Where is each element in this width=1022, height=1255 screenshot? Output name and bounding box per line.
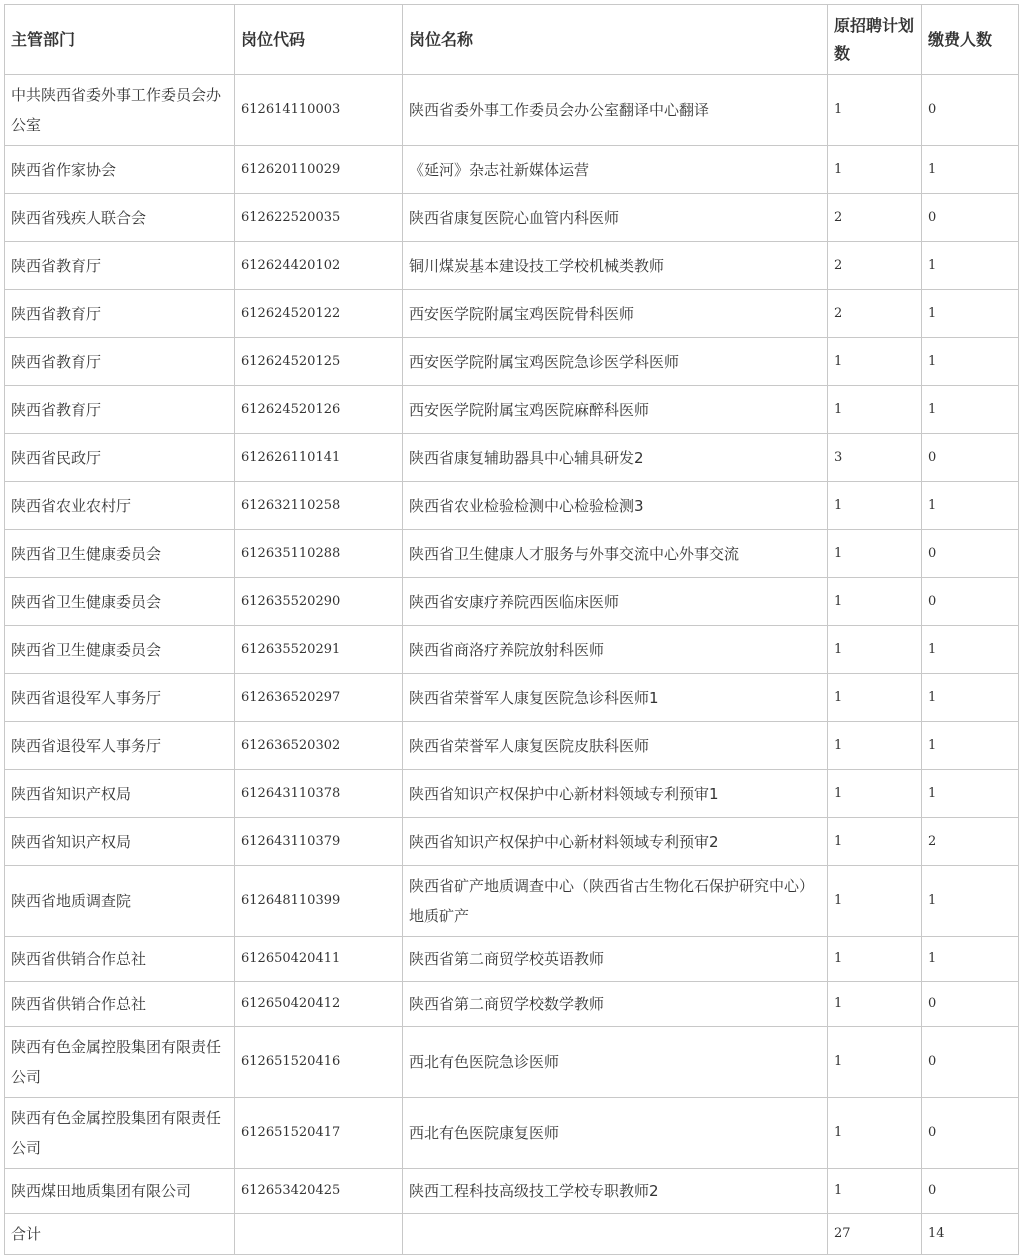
cell-paid-count: 1 [922, 146, 1019, 194]
cell-position-name: 陕西省安康疗养院西医临床医师 [403, 578, 828, 626]
cell-position-name: 陕西省卫生健康人才服务与外事交流中心外事交流 [403, 530, 828, 578]
cell-paid-count: 1 [922, 482, 1019, 530]
cell-paid-count: 0 [922, 1027, 1019, 1098]
table-row [5, 194, 1019, 242]
cell-paid-count: 1 [922, 290, 1019, 338]
cell-planned-count: 1 [828, 866, 922, 937]
table-row [5, 722, 1019, 770]
cell-department: 陕西省作家协会 [5, 146, 235, 194]
cell-paid-count: 0 [922, 530, 1019, 578]
cell-planned-count: 1 [828, 982, 922, 1027]
cell-paid-count: 0 [922, 194, 1019, 242]
cell-department: 陕西省教育厅 [5, 242, 235, 290]
cell-planned-count: 1 [828, 770, 922, 818]
cell-department: 陕西有色金属控股集团有限责任公司 [5, 1098, 235, 1169]
header-paid-count: 缴费人数 [922, 5, 1019, 75]
cell-paid-count: 1 [922, 386, 1019, 434]
table-row [5, 937, 1019, 982]
cell-position-name: 陕西工程科技高级技工学校专职教师2 [403, 1169, 828, 1214]
cell-department: 陕西省知识产权局 [5, 818, 235, 866]
cell-paid-count: 0 [922, 434, 1019, 482]
cell-planned-count: 1 [828, 530, 922, 578]
cell-position-name: 西安医学院附属宝鸡医院急诊医学科医师 [403, 338, 828, 386]
table-row [5, 626, 1019, 674]
cell-planned-count: 1 [828, 578, 922, 626]
table-row [5, 866, 1019, 937]
cell-paid-count: 1 [922, 626, 1019, 674]
table-row [5, 75, 1019, 146]
total-planned-count: 27 [828, 1214, 922, 1255]
total-name-cell [403, 1214, 828, 1255]
table-row [5, 770, 1019, 818]
table-row [5, 818, 1019, 866]
cell-paid-count: 2 [922, 818, 1019, 866]
cell-planned-count: 1 [828, 146, 922, 194]
cell-planned-count: 2 [828, 290, 922, 338]
cell-position-code: 612622520035 [235, 194, 403, 242]
table-row [5, 242, 1019, 290]
cell-paid-count: 0 [922, 578, 1019, 626]
cell-planned-count: 1 [828, 386, 922, 434]
cell-paid-count: 1 [922, 242, 1019, 290]
cell-planned-count: 3 [828, 434, 922, 482]
cell-position-code: 612620110029 [235, 146, 403, 194]
cell-planned-count: 1 [828, 1098, 922, 1169]
cell-position-name: 铜川煤炭基本建设技工学校机械类教师 [403, 242, 828, 290]
cell-position-code: 612643110379 [235, 818, 403, 866]
cell-position-code: 612636520302 [235, 722, 403, 770]
cell-position-code: 612635110288 [235, 530, 403, 578]
cell-department: 陕西煤田地质集团有限公司 [5, 1169, 235, 1214]
cell-position-code: 612651520416 [235, 1027, 403, 1098]
cell-position-name: 陕西省农业检验检测中心检验检测3 [403, 482, 828, 530]
table-row [5, 338, 1019, 386]
table-header-row [5, 5, 1019, 75]
cell-department: 陕西省退役军人事务厅 [5, 674, 235, 722]
cell-paid-count: 1 [922, 338, 1019, 386]
cell-paid-count: 1 [922, 770, 1019, 818]
cell-department: 陕西省残疾人联合会 [5, 194, 235, 242]
cell-position-code: 612635520290 [235, 578, 403, 626]
cell-department: 陕西省知识产权局 [5, 770, 235, 818]
cell-position-name: 陕西省康复医院心血管内科医师 [403, 194, 828, 242]
cell-position-code: 612651520417 [235, 1098, 403, 1169]
total-paid-count: 14 [922, 1214, 1019, 1255]
cell-position-name: 陕西省荣誉军人康复医院皮肤科医师 [403, 722, 828, 770]
cell-position-code: 612648110399 [235, 866, 403, 937]
cell-paid-count: 1 [922, 722, 1019, 770]
table-row [5, 674, 1019, 722]
cell-position-name: 西安医学院附属宝鸡医院骨科医师 [403, 290, 828, 338]
cell-planned-count: 1 [828, 1027, 922, 1098]
cell-position-name: 西安医学院附属宝鸡医院麻醉科医师 [403, 386, 828, 434]
cell-position-name: 陕西省知识产权保护中心新材料领域专利预审2 [403, 818, 828, 866]
table-row [5, 386, 1019, 434]
cell-position-code: 612650420412 [235, 982, 403, 1027]
table-row [5, 290, 1019, 338]
cell-planned-count: 1 [828, 1169, 922, 1214]
cell-position-code: 612614110003 [235, 75, 403, 146]
cell-planned-count: 1 [828, 626, 922, 674]
cell-position-code: 612636520297 [235, 674, 403, 722]
cell-planned-count: 1 [828, 818, 922, 866]
cell-department: 陕西省卫生健康委员会 [5, 626, 235, 674]
table-row [5, 982, 1019, 1027]
cell-position-name: 陕西省荣誉军人康复医院急诊科医师1 [403, 674, 828, 722]
table-row [5, 1098, 1019, 1169]
cell-position-code: 612653420425 [235, 1169, 403, 1214]
table-row [5, 146, 1019, 194]
total-row [5, 1214, 1019, 1255]
cell-department: 陕西省退役军人事务厅 [5, 722, 235, 770]
cell-department: 中共陕西省委外事工作委员会办公室 [5, 75, 235, 146]
cell-paid-count: 0 [922, 982, 1019, 1027]
cell-paid-count: 0 [922, 1098, 1019, 1169]
cell-planned-count: 2 [828, 194, 922, 242]
cell-paid-count: 0 [922, 1169, 1019, 1214]
cell-department: 陕西省供销合作总社 [5, 937, 235, 982]
cell-department: 陕西省供销合作总社 [5, 982, 235, 1027]
cell-position-code: 612626110141 [235, 434, 403, 482]
cell-position-name: 陕西省矿产地质调查中心（陕西省古生物化石保护研究中心）地质矿产 [403, 866, 828, 937]
cell-planned-count: 1 [828, 338, 922, 386]
cell-department: 陕西省民政厅 [5, 434, 235, 482]
cell-paid-count: 1 [922, 866, 1019, 937]
table-row [5, 482, 1019, 530]
cell-position-name: 西北有色医院康复医师 [403, 1098, 828, 1169]
cell-department: 陕西省卫生健康委员会 [5, 578, 235, 626]
cell-paid-count: 0 [922, 75, 1019, 146]
cell-planned-count: 1 [828, 75, 922, 146]
cell-department: 陕西省教育厅 [5, 386, 235, 434]
table-row [5, 1027, 1019, 1098]
cell-department: 陕西有色金属控股集团有限责任公司 [5, 1027, 235, 1098]
cell-position-code: 612624420102 [235, 242, 403, 290]
cell-planned-count: 1 [828, 722, 922, 770]
cell-position-name: 陕西省康复辅助器具中心辅具研发2 [403, 434, 828, 482]
total-label: 合计 [5, 1214, 235, 1255]
table-row [5, 530, 1019, 578]
header-department: 主管部门 [5, 5, 235, 75]
cell-department: 陕西省地质调查院 [5, 866, 235, 937]
cell-planned-count: 2 [828, 242, 922, 290]
cell-position-code: 612624520125 [235, 338, 403, 386]
cell-paid-count: 1 [922, 937, 1019, 982]
cell-department: 陕西省农业农村厅 [5, 482, 235, 530]
cell-position-name: 陕西省第二商贸学校英语教师 [403, 937, 828, 982]
cell-position-code: 612624520126 [235, 386, 403, 434]
cell-planned-count: 1 [828, 674, 922, 722]
cell-position-name: 陕西省委外事工作委员会办公室翻译中心翻译 [403, 75, 828, 146]
cell-department: 陕西省教育厅 [5, 290, 235, 338]
cell-position-code: 612643110378 [235, 770, 403, 818]
total-code-cell [235, 1214, 403, 1255]
table-row [5, 1169, 1019, 1214]
header-position-name: 岗位名称 [403, 5, 828, 75]
cell-position-name: 《延河》杂志社新媒体运营 [403, 146, 828, 194]
cell-position-code: 612632110258 [235, 482, 403, 530]
cell-position-name: 陕西省知识产权保护中心新材料领域专利预审1 [403, 770, 828, 818]
header-position-code: 岗位代码 [235, 5, 403, 75]
cell-position-name: 陕西省商洛疗养院放射科医师 [403, 626, 828, 674]
recruitment-table [4, 4, 1019, 1255]
cell-position-code: 612624520122 [235, 290, 403, 338]
cell-paid-count: 1 [922, 674, 1019, 722]
cell-position-code: 612650420411 [235, 937, 403, 982]
cell-planned-count: 1 [828, 482, 922, 530]
table-row [5, 434, 1019, 482]
cell-position-code: 612635520291 [235, 626, 403, 674]
cell-department: 陕西省教育厅 [5, 338, 235, 386]
cell-planned-count: 1 [828, 937, 922, 982]
table-body [5, 75, 1019, 1255]
cell-position-name: 陕西省第二商贸学校数学教师 [403, 982, 828, 1027]
table-row [5, 578, 1019, 626]
cell-department: 陕西省卫生健康委员会 [5, 530, 235, 578]
cell-position-name: 西北有色医院急诊医师 [403, 1027, 828, 1098]
header-planned-count: 原招聘计划数 [828, 5, 922, 75]
